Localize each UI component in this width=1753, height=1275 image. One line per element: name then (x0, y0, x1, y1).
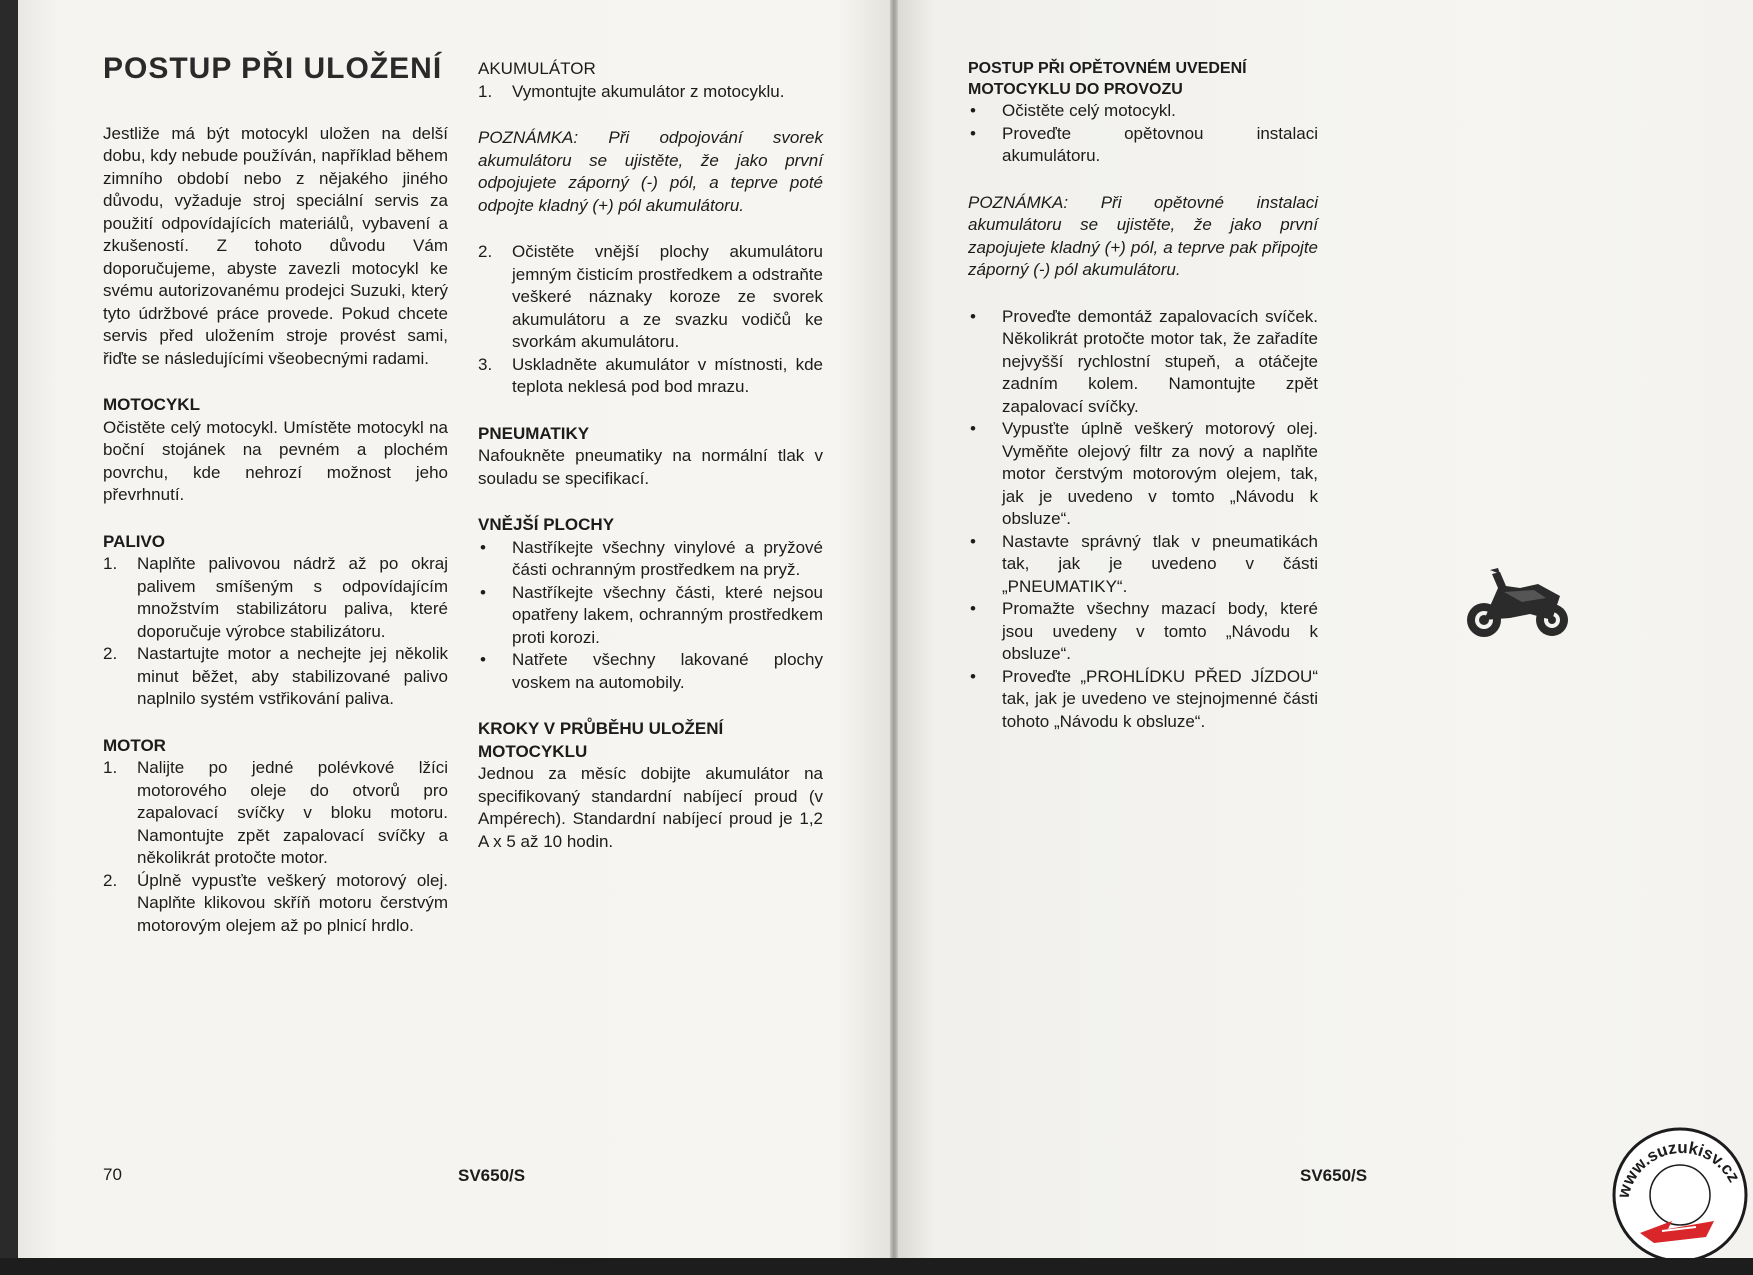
akumulator-heading: AKUMULÁTOR (478, 59, 596, 78)
list-item: • Proveďte demontáž zapalovacích svíček. Několikrát protočte motor tak, že zařadíte nejvyšší rychlostní stupeň, a otáčejte zadním kolem. Namontujte zpět zapalovací svíčky. (970, 306, 1318, 416)
left-column-1 (103, 52, 448, 937)
motocykl-heading: MOTOCYKL (103, 395, 200, 414)
page-title: POSTUP PŘI ULOŽENÍ (103, 52, 443, 85)
motor-list (103, 757, 448, 937)
list-item: 1. Naplňte palivovou nádrž až po okraj palivem smíšeným s odpovídajícím množstvím stabilizátoru paliva, které doporučuje výrobce stabilizátoru. (103, 554, 448, 641)
intro-paragraph: Jestliže má být motocykl uložen na delší dobu, kdy nebude používán, například během zimního období nebo z nějakého jiného důvodu, vyžaduje stroj speciální servis za použití odpovídajících materiálů, vybavení a zkušeností. Z tohoto důvodu Vám doporučujeme, abyste zavezli motocykl ke svému autorizovanému prodejci Suzuki, který tyto údržbové práce provede. Pokud chcete servis před uložením stroje provést sami, řiďte se následujícími všeobecnými radami. (103, 123, 448, 368)
list-item: 3. Uskladněte akumulátor v místnosti, kde teplota neklesá pod bod mrazu. (478, 354, 823, 396)
reactivation-list-bottom (968, 306, 1318, 734)
left-page-number: 70 (103, 1165, 122, 1184)
list-item: • Nastříkejte všechny vinylové a pryžové části ochranným prostředkem na pryž. (480, 537, 823, 579)
akumulator-note: POZNÁMKA: Při odpojování svorek akumulátoru se ujistěte, že jako první odpojujete záporný (-) pól, a teprve poté odpojte kladný (+) pól akumulátoru. (478, 128, 823, 215)
reactivation-list-top (968, 100, 1318, 168)
palivo-heading: PALIVO (103, 531, 166, 551)
kroky-text: Jednou za měsíc dobijte akumulátor na specifikovaný standardní nabíjecí proud (v Ampérech). Standardní nabíjecí proud je 1,2 A x 5 až 10 hodin. (478, 764, 823, 851)
list-item: • Nastříkejte všechny části, které nejsou opatřeny lakem, ochranným prostředkem proti korozi. (480, 582, 823, 647)
list-item: • Vypusťte úplně veškerý motorový olej. Vyměňte olejový filtr za nový a naplňte motor čerstvým motorovým olejem, tak, jak je uvedeno v tomto „Návodu k obsluze“. (970, 419, 1318, 528)
list-item: 2. Očistěte vnější plochy akumulátoru jemným čisticím prostředkem a odstraňte veškeré náznaky koroze ze svorek akumulátoru a ze svazku vodičů ke svorkám akumulátoru. (478, 242, 823, 351)
list-item: • Nastavte správný tlak v pneumatikách tak, jak je uvedeno v části „PNEUMATIKY“. (970, 531, 1318, 596)
list-item: 1. Vymontujte akumulátor z motocyklu. (478, 81, 785, 101)
akumulator-list (478, 241, 823, 399)
palivo-list (103, 553, 448, 711)
motorcycle-icon (1460, 562, 1580, 642)
left-footer-model: SV650/S (458, 1166, 526, 1185)
motor-heading: MOTOR (103, 735, 166, 755)
left-column-2 (478, 58, 823, 853)
pneumatiky-text: Nafoukněte pneumatiky na normální tlak v souladu se specifikací. (478, 446, 823, 488)
right-column (968, 58, 1318, 733)
list-item: 1. Nalijte po jedné polévkové lžíci motorového oleje do otvorů pro zapalovací svíčky v bloku motoru. Namontujte zpět zapalovací svíčky a několikrát protočte motor. (103, 758, 448, 867)
pneumatiky-heading: PNEUMATIKY (478, 423, 590, 443)
book-spine (890, 0, 898, 1262)
reactivation-note: POZNÁMKA: Při opětovné instalaci akumulátoru se ujistěte, že jako první zapojujete kladný (+) pól, a teprve pak připojte záporný (-) pól akumulátoru. (968, 192, 1318, 279)
kroky-heading: KROKY V PRŮBĚHU ULOŽENÍ MOTOCYKLU (478, 719, 724, 761)
motocykl-text: Očistěte celý motocykl. Umístěte motocykl na boční stojánek na pevném a plochém povrchu, kde nehrozí možnost jeho převrhnutí. (103, 417, 448, 504)
list-item: 2. Nastartujte motor a nechejte jej několik minut běžet, aby stabilizované palivo naplnilo systém vstřikování paliva. (103, 644, 448, 708)
list-item: • Proveďte „PROHLÍDKU PŘED JÍZDOU“ tak, jak je uvedeno ve stejnojmenné části tohoto „Návodu k obsluze“. (970, 666, 1318, 731)
list-item: 2. Úplně vypusťte veškerý motorový olej. Naplňte klikovou skříň motoru čerstvým motorovým olejem až po plnicí hrdlo. (103, 870, 448, 935)
vnejsi-plochy-list (478, 537, 823, 695)
svg-text:www.suzukisv.cz: www.suzukisv.cz (1613, 1137, 1744, 1201)
vnejsi-plochy-heading: VNĚJŠÍ PLOCHY (478, 515, 615, 534)
list-item: • Natřete všechny lakované plochy voskem na automobily. (480, 650, 823, 692)
reactivation-heading: POSTUP PŘI OPĚTOVNÉM UVEDENÍ MOTOCYKLU DO PROVOZU (968, 60, 1247, 98)
list-item: • Promažte všechny mazací body, které jsou uvedeny v tomto „Návodu k obsluze“. (970, 599, 1318, 663)
list-item: • Očistěte celý motocykl. (970, 101, 1176, 120)
list-item: • Proveďte opětovnou instalaci akumulátoru. (970, 123, 1318, 165)
right-footer-model: SV650/S (1300, 1166, 1368, 1185)
scan-bottom-edge (0, 1258, 1753, 1275)
website-stamp-logo (1610, 1125, 1750, 1265)
